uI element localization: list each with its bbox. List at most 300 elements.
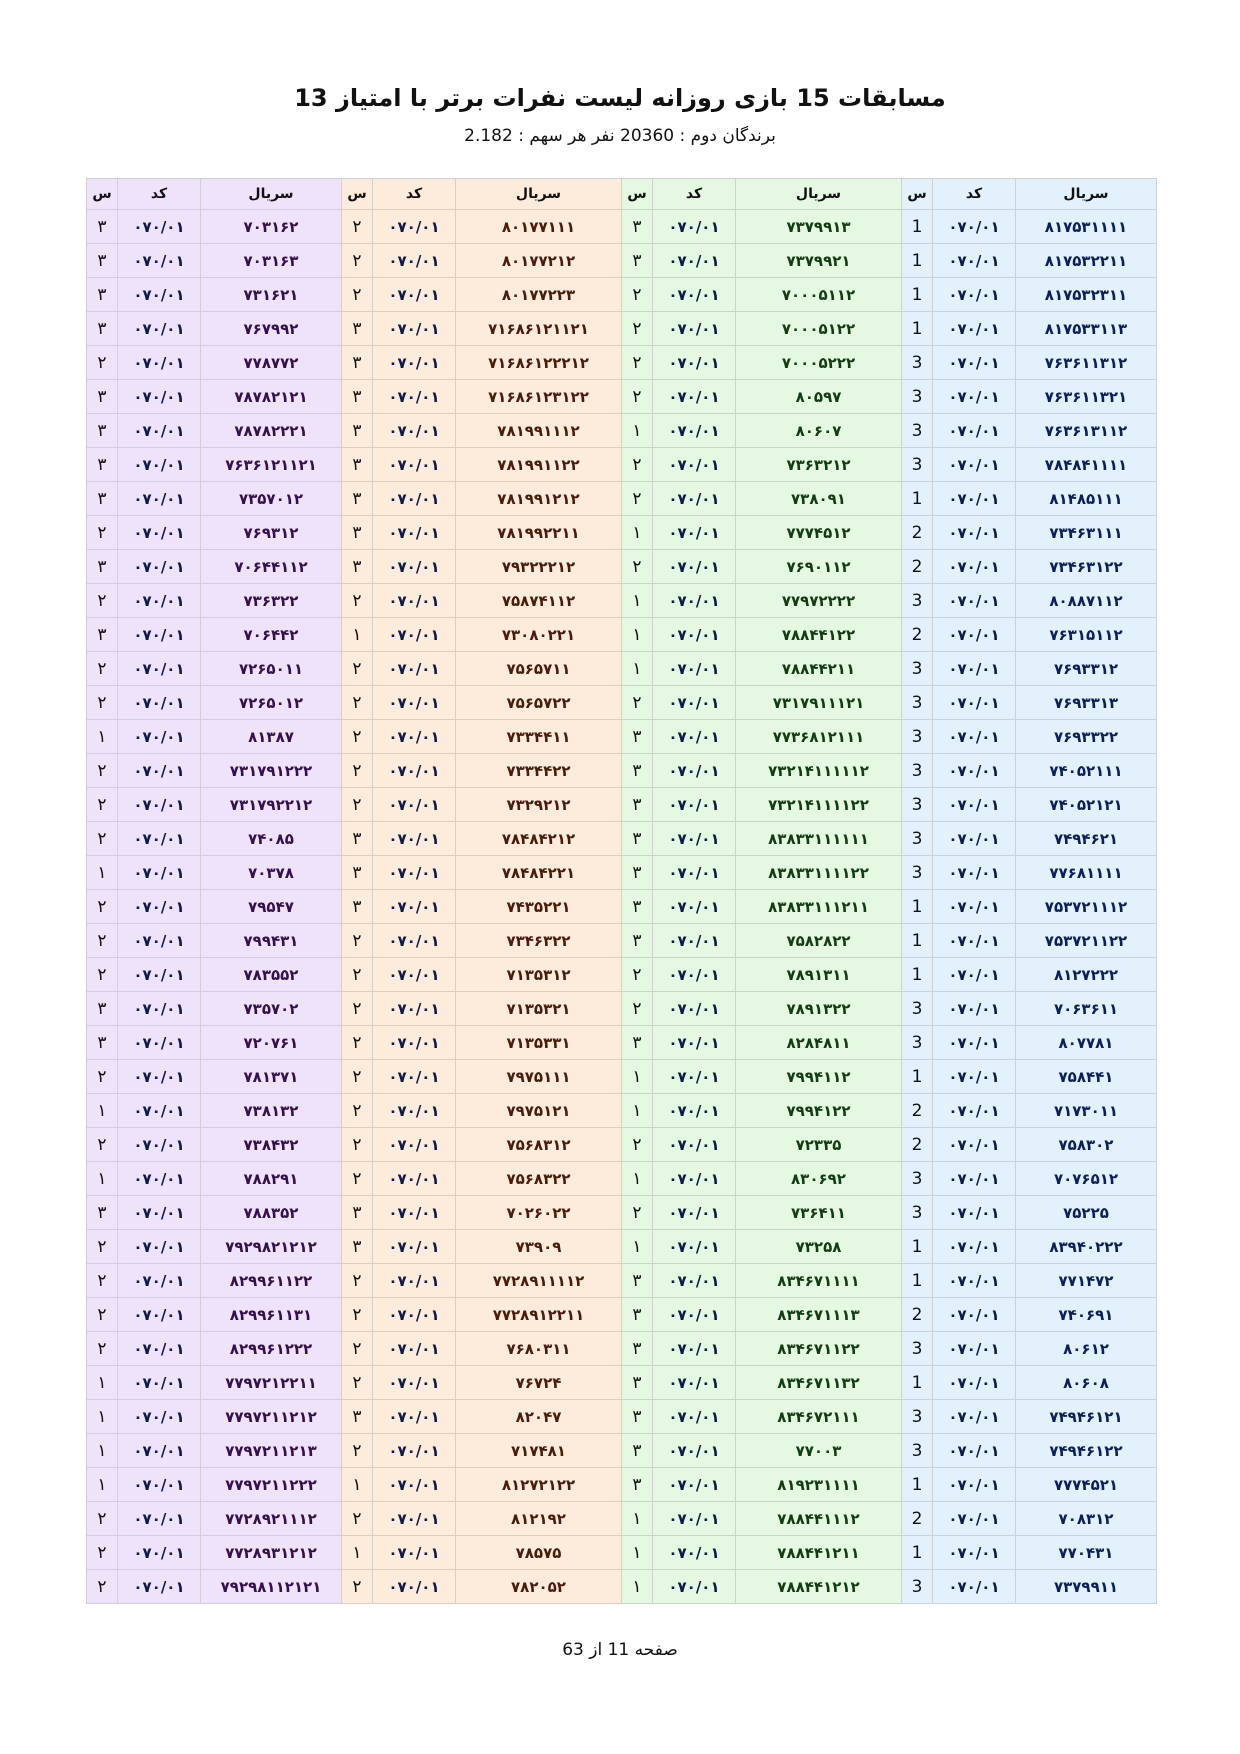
s-cell: ۲ — [87, 754, 118, 788]
s-cell: ۲ — [342, 1570, 373, 1604]
serial-cell: ۷۷۰۴۳۱ — [1016, 1536, 1157, 1570]
s-cell: 3 — [902, 584, 933, 618]
code-cell: ۰۷۰/۰۱ — [933, 414, 1016, 448]
s-cell: 3 — [902, 448, 933, 482]
s-cell: ۲ — [622, 1196, 653, 1230]
code-cell: ۰۷۰/۰۱ — [118, 210, 201, 244]
serial-cell: ۷۰۰۰۵۲۲۲ — [736, 346, 902, 380]
s-cell: ۳ — [87, 1026, 118, 1060]
s-cell: 1 — [902, 1468, 933, 1502]
code-cell: ۰۷۰/۰۱ — [118, 1434, 201, 1468]
code-cell: ۰۷۰/۰۱ — [373, 1570, 456, 1604]
table-row — [87, 720, 1157, 754]
serial-cell: ۷۳۷۹۹۱۱ — [1016, 1570, 1157, 1604]
code-cell: ۰۷۰/۰۱ — [653, 550, 736, 584]
code-cell: ۰۷۰/۰۱ — [653, 924, 736, 958]
code-cell: ۰۷۰/۰۱ — [118, 414, 201, 448]
table-row — [87, 822, 1157, 856]
s-cell: ۲ — [622, 958, 653, 992]
s-cell: 3 — [902, 822, 933, 856]
s-cell: ۱ — [342, 1536, 373, 1570]
serial-cell: ۷۸۴۸۴۱۱۱۱ — [1016, 448, 1157, 482]
code-cell: ۰۷۰/۰۱ — [373, 1264, 456, 1298]
s-cell: 1 — [902, 278, 933, 312]
serial-cell: ۷۶۳۶۱۱۳۱۲ — [1016, 346, 1157, 380]
code-cell: ۰۷۰/۰۱ — [373, 1434, 456, 1468]
serial-cell: ۷۰۰۰۵۱۱۲ — [736, 278, 902, 312]
table-row — [87, 550, 1157, 584]
code-cell: ۰۷۰/۰۱ — [373, 992, 456, 1026]
table-row — [87, 210, 1157, 244]
table-row — [87, 618, 1157, 652]
s-cell: ۲ — [342, 754, 373, 788]
code-cell: ۰۷۰/۰۱ — [373, 822, 456, 856]
page-subtitle: برندگان دوم : 20360 نفر هر سهم : 2.182 — [464, 126, 776, 146]
serial-cell: ۸۱۷۵۳۲۳۱۱ — [1016, 278, 1157, 312]
s-cell: 1 — [902, 312, 933, 346]
code-cell: ۰۷۰/۰۱ — [933, 754, 1016, 788]
s-cell: ۱ — [87, 1366, 118, 1400]
serial-cell: ۷۶۹۳۱۲ — [201, 516, 342, 550]
s-cell: ۱ — [622, 584, 653, 618]
page-title: مسابقات 15 بازی روزانه لیست نفرات برتر با امتیاز 13 — [294, 84, 946, 112]
code-cell: ۰۷۰/۰۱ — [653, 686, 736, 720]
s-cell: ۲ — [87, 890, 118, 924]
header-code: کد — [118, 179, 201, 210]
s-cell: ۲ — [87, 1264, 118, 1298]
serial-cell: ۷۰۶۳۶۱۱ — [1016, 992, 1157, 1026]
s-cell: ۳ — [622, 822, 653, 856]
s-cell: 3 — [902, 686, 933, 720]
serial-cell: ۷۸۲۰۵۲ — [456, 1570, 622, 1604]
s-cell: ۲ — [87, 1230, 118, 1264]
s-cell: ۳ — [622, 1468, 653, 1502]
s-cell: ۲ — [342, 244, 373, 278]
s-cell: ۳ — [342, 482, 373, 516]
serial-cell: ۸۰۱۷۷۲۱۲ — [456, 244, 622, 278]
serial-cell: ۷۵۳۷۲۱۱۱۲ — [1016, 890, 1157, 924]
serial-cell: ۷۷۶۸۱۱۱۱ — [1016, 856, 1157, 890]
code-cell: ۰۷۰/۰۱ — [933, 1094, 1016, 1128]
s-cell: ۳ — [342, 550, 373, 584]
serial-cell: ۷۰۷۶۵۱۲ — [1016, 1162, 1157, 1196]
s-cell: ۲ — [622, 312, 653, 346]
s-cell: ۲ — [622, 346, 653, 380]
s-cell: ۳ — [622, 1026, 653, 1060]
code-cell: ۰۷۰/۰۱ — [933, 822, 1016, 856]
serial-cell: ۷۸۷۸۲۲۲۱ — [201, 414, 342, 448]
code-cell: ۰۷۰/۰۱ — [933, 788, 1016, 822]
s-cell: ۳ — [622, 856, 653, 890]
code-cell: ۰۷۰/۰۱ — [933, 1128, 1016, 1162]
serial-cell: ۷۷۷۴۵۲۱ — [1016, 1468, 1157, 1502]
table-row — [87, 1196, 1157, 1230]
code-cell: ۰۷۰/۰۱ — [118, 1570, 201, 1604]
code-cell: ۰۷۰/۰۱ — [118, 1026, 201, 1060]
table-row — [87, 890, 1157, 924]
s-cell: ۳ — [342, 346, 373, 380]
serial-cell: ۷۷۰۰۳ — [736, 1434, 902, 1468]
code-cell: ۰۷۰/۰۱ — [373, 890, 456, 924]
s-cell: 1 — [902, 1060, 933, 1094]
code-cell: ۰۷۰/۰۱ — [653, 1094, 736, 1128]
table-row — [87, 1162, 1157, 1196]
s-cell: ۲ — [342, 584, 373, 618]
s-cell: ۲ — [342, 788, 373, 822]
header-code: کد — [653, 179, 736, 210]
code-cell: ۰۷۰/۰۱ — [933, 244, 1016, 278]
serial-cell: ۸۳۸۳۳۱۱۱۱۲۲ — [736, 856, 902, 890]
serial-cell: ۷۱۳۵۳۱۲ — [456, 958, 622, 992]
table-row — [87, 992, 1157, 1026]
s-cell: 1 — [902, 1536, 933, 1570]
s-cell: ۱ — [622, 1094, 653, 1128]
serial-cell: ۷۳۱۷۹۱۲۲۲ — [201, 754, 342, 788]
s-cell: ۲ — [342, 1264, 373, 1298]
code-cell: ۰۷۰/۰۱ — [933, 584, 1016, 618]
s-cell: ۳ — [622, 244, 653, 278]
table-row — [87, 856, 1157, 890]
serial-cell: ۷۸۱۹۹۱۱۲۲ — [456, 448, 622, 482]
code-cell: ۰۷۰/۰۱ — [373, 278, 456, 312]
s-cell: ۲ — [87, 1570, 118, 1604]
s-cell: ۲ — [87, 652, 118, 686]
serial-cell: ۷۶۳۱۵۱۱۲ — [1016, 618, 1157, 652]
code-cell: ۰۷۰/۰۱ — [118, 1468, 201, 1502]
table-row — [87, 1570, 1157, 1604]
serial-cell: ۷۳۰۸۰۲۲۱ — [456, 618, 622, 652]
code-cell: ۰۷۰/۰۱ — [373, 924, 456, 958]
winners-table — [86, 178, 1157, 1604]
s-cell: 1 — [902, 958, 933, 992]
table-row — [87, 1264, 1157, 1298]
serial-cell: ۷۳۶۳۲۱۲ — [736, 448, 902, 482]
code-cell: ۰۷۰/۰۱ — [653, 1162, 736, 1196]
serial-cell: ۷۳۴۶۳۱۲۲ — [1016, 550, 1157, 584]
serial-cell: ۷۷۹۷۲۱۲۲۱۱ — [201, 1366, 342, 1400]
code-cell: ۰۷۰/۰۱ — [118, 1536, 201, 1570]
s-cell: ۱ — [622, 1502, 653, 1536]
serial-cell: ۷۱۶۸۶۱۲۳۱۲۲ — [456, 380, 622, 414]
code-cell: ۰۷۰/۰۱ — [933, 1026, 1016, 1060]
code-cell: ۰۷۰/۰۱ — [653, 210, 736, 244]
code-cell: ۰۷۰/۰۱ — [118, 1298, 201, 1332]
code-cell: ۰۷۰/۰۱ — [653, 346, 736, 380]
serial-cell: ۷۵۶۵۷۱۱ — [456, 652, 622, 686]
code-cell: ۰۷۰/۰۱ — [653, 822, 736, 856]
code-cell: ۰۷۰/۰۱ — [933, 618, 1016, 652]
s-cell: 3 — [902, 1196, 933, 1230]
s-cell: ۱ — [622, 1230, 653, 1264]
serial-cell: ۷۳۳۴۴۱۱ — [456, 720, 622, 754]
code-cell: ۰۷۰/۰۱ — [373, 210, 456, 244]
code-cell: ۰۷۰/۰۱ — [653, 448, 736, 482]
serial-cell: ۸۲۹۹۶۱۱۳۱ — [201, 1298, 342, 1332]
serial-cell: ۸۳۴۶۷۱۱۲۲ — [736, 1332, 902, 1366]
code-cell: ۰۷۰/۰۱ — [653, 890, 736, 924]
s-cell: ۳ — [342, 380, 373, 414]
serial-cell: ۷۷۹۷۲۱۱۲۱۲ — [201, 1400, 342, 1434]
serial-cell: ۷۷۹۷۲۱۱۲۲۲ — [201, 1468, 342, 1502]
serial-cell: ۷۹۷۵۱۱۱ — [456, 1060, 622, 1094]
s-cell: ۳ — [622, 1434, 653, 1468]
serial-cell: ۷۰۳۷۸ — [201, 856, 342, 890]
serial-cell: ۷۵۶۵۷۲۲ — [456, 686, 622, 720]
s-cell: ۳ — [622, 890, 653, 924]
table-row — [87, 584, 1157, 618]
serial-cell: ۸۲۹۹۶۱۲۲۲ — [201, 1332, 342, 1366]
s-cell: ۲ — [342, 1026, 373, 1060]
s-cell: ۱ — [87, 1468, 118, 1502]
serial-cell: ۷۳۶۴۱۱ — [736, 1196, 902, 1230]
serial-cell: ۷۸۸۲۹۱ — [201, 1162, 342, 1196]
s-cell: 1 — [902, 890, 933, 924]
serial-cell: ۷۴۰۵۲۱۱۱ — [1016, 754, 1157, 788]
code-cell: ۰۷۰/۰۱ — [118, 1060, 201, 1094]
code-cell: ۰۷۰/۰۱ — [933, 1400, 1016, 1434]
code-cell: ۰۷۰/۰۱ — [373, 1196, 456, 1230]
s-cell: ۲ — [87, 788, 118, 822]
serial-cell: ۷۴۹۴۶۱۲۲ — [1016, 1434, 1157, 1468]
s-cell: ۲ — [87, 1536, 118, 1570]
serial-cell: ۸۳۸۳۳۱۱۱۲۱۱ — [736, 890, 902, 924]
serial-cell: ۷۶۳۶۱۱۳۲۱ — [1016, 380, 1157, 414]
s-cell: ۲ — [342, 1434, 373, 1468]
code-cell: ۰۷۰/۰۱ — [933, 890, 1016, 924]
s-cell: ۱ — [342, 1468, 373, 1502]
serial-cell: ۷۳۸۴۳۲ — [201, 1128, 342, 1162]
s-cell: ۳ — [342, 822, 373, 856]
serial-cell: ۷۲۰۷۶۱ — [201, 1026, 342, 1060]
serial-cell: ۸۰۷۷۸۱ — [1016, 1026, 1157, 1060]
table-row — [87, 1094, 1157, 1128]
code-cell: ۰۷۰/۰۱ — [653, 1468, 736, 1502]
serial-cell: ۷۳۱۷۹۱۱۱۲۱ — [736, 686, 902, 720]
s-cell: 3 — [902, 652, 933, 686]
s-cell: ۳ — [622, 720, 653, 754]
serial-cell: ۷۱۷۳۰۱۱ — [1016, 1094, 1157, 1128]
code-cell: ۰۷۰/۰۱ — [653, 312, 736, 346]
code-cell: ۰۷۰/۰۱ — [933, 482, 1016, 516]
serial-cell: ۸۲۸۴۸۱۱ — [736, 1026, 902, 1060]
header-code: کد — [933, 179, 1016, 210]
s-cell: ۲ — [87, 924, 118, 958]
code-cell: ۰۷۰/۰۱ — [653, 1434, 736, 1468]
code-cell: ۰۷۰/۰۱ — [118, 1332, 201, 1366]
serial-cell: ۷۴۰۵۲۱۲۱ — [1016, 788, 1157, 822]
code-cell: ۰۷۰/۰۱ — [373, 380, 456, 414]
s-cell: ۳ — [342, 1400, 373, 1434]
code-cell: ۰۷۰/۰۱ — [933, 380, 1016, 414]
code-cell: ۰۷۰/۰۱ — [933, 686, 1016, 720]
serial-cell: ۷۶۷۲۴ — [456, 1366, 622, 1400]
s-cell: 1 — [902, 244, 933, 278]
serial-cell: ۸۱۷۵۳۲۲۱۱ — [1016, 244, 1157, 278]
s-cell: ۳ — [342, 516, 373, 550]
table-row — [87, 312, 1157, 346]
s-cell: ۳ — [87, 312, 118, 346]
table-row — [87, 686, 1157, 720]
s-cell: 1 — [902, 482, 933, 516]
s-cell: 2 — [902, 1094, 933, 1128]
code-cell: ۰۷۰/۰۱ — [118, 618, 201, 652]
s-cell: ۱ — [622, 516, 653, 550]
s-cell: ۲ — [342, 924, 373, 958]
s-cell: ۲ — [342, 1502, 373, 1536]
code-cell: ۰۷۰/۰۱ — [373, 686, 456, 720]
code-cell: ۰۷۰/۰۱ — [933, 1264, 1016, 1298]
table-row — [87, 652, 1157, 686]
serial-cell: ۸۰۶۰۸ — [1016, 1366, 1157, 1400]
table-row — [87, 1502, 1157, 1536]
s-cell: 2 — [902, 1298, 933, 1332]
code-cell: ۰۷۰/۰۱ — [653, 788, 736, 822]
s-cell: ۲ — [342, 1298, 373, 1332]
table-row — [87, 448, 1157, 482]
s-cell: ۳ — [622, 788, 653, 822]
serial-cell: ۷۸۱۹۹۲۲۱۱ — [456, 516, 622, 550]
code-cell: ۰۷۰/۰۱ — [653, 1366, 736, 1400]
code-cell: ۰۷۰/۰۱ — [373, 1366, 456, 1400]
table-row — [87, 1468, 1157, 1502]
page-number: صفحه 11 از 63 — [562, 1640, 678, 1660]
serial-cell: ۸۱۷۵۳۱۱۱۱ — [1016, 210, 1157, 244]
code-cell: ۰۷۰/۰۱ — [653, 618, 736, 652]
serial-cell: ۷۵۸۴۴۱ — [1016, 1060, 1157, 1094]
code-cell: ۰۷۰/۰۱ — [933, 958, 1016, 992]
s-cell: ۲ — [342, 210, 373, 244]
code-cell: ۰۷۰/۰۱ — [933, 278, 1016, 312]
s-cell: ۲ — [87, 1060, 118, 1094]
serial-cell: ۷۷۹۷۲۲۲۲ — [736, 584, 902, 618]
code-cell: ۰۷۰/۰۱ — [933, 1502, 1016, 1536]
serial-cell: ۷۷۳۶۸۱۲۱۱۱ — [736, 720, 902, 754]
serial-cell: ۷۳۷۹۹۲۱ — [736, 244, 902, 278]
serial-cell: ۷۱۷۴۸۱ — [456, 1434, 622, 1468]
s-cell: ۳ — [622, 1366, 653, 1400]
serial-cell: ۷۷۸۷۷۲ — [201, 346, 342, 380]
code-cell: ۰۷۰/۰۱ — [653, 1128, 736, 1162]
s-cell: 2 — [902, 1128, 933, 1162]
serial-cell: ۷۳۵۷۰۲ — [201, 992, 342, 1026]
code-cell: ۰۷۰/۰۱ — [653, 584, 736, 618]
header-s: س — [342, 179, 373, 210]
code-cell: ۰۷۰/۰۱ — [373, 754, 456, 788]
s-cell: ۳ — [87, 244, 118, 278]
serial-cell: ۷۷۲۸۹۲۱۱۱۲ — [201, 1502, 342, 1536]
code-cell: ۰۷۰/۰۱ — [118, 278, 201, 312]
code-cell: ۰۷۰/۰۱ — [933, 1570, 1016, 1604]
serial-cell: ۷۰۳۱۶۲ — [201, 210, 342, 244]
s-cell: 3 — [902, 414, 933, 448]
serial-cell: ۷۶۷۹۹۲ — [201, 312, 342, 346]
code-cell: ۰۷۰/۰۱ — [653, 1502, 736, 1536]
code-cell: ۰۷۰/۰۱ — [653, 856, 736, 890]
s-cell: ۳ — [342, 414, 373, 448]
code-cell: ۰۷۰/۰۱ — [373, 550, 456, 584]
code-cell: ۰۷۰/۰۱ — [373, 1400, 456, 1434]
s-cell: ۲ — [87, 1128, 118, 1162]
table-row — [87, 346, 1157, 380]
serial-cell: ۷۶۳۶۱۲۱۱۲۱ — [201, 448, 342, 482]
serial-cell: ۷۶۹۰۱۱۲ — [736, 550, 902, 584]
header-serial: سریال — [456, 179, 622, 210]
code-cell: ۰۷۰/۰۱ — [933, 1060, 1016, 1094]
serial-cell: ۷۸۱۹۹۱۲۱۲ — [456, 482, 622, 516]
s-cell: ۲ — [342, 278, 373, 312]
code-cell: ۰۷۰/۰۱ — [653, 414, 736, 448]
serial-cell: ۷۸۹۱۳۲۲ — [736, 992, 902, 1026]
s-cell: ۱ — [622, 652, 653, 686]
s-cell: ۲ — [87, 346, 118, 380]
s-cell: ۲ — [622, 1128, 653, 1162]
serial-cell: ۷۸۴۸۴۲۲۱ — [456, 856, 622, 890]
s-cell: ۳ — [342, 448, 373, 482]
code-cell: ۰۷۰/۰۱ — [118, 788, 201, 822]
serial-cell: ۷۵۶۸۳۱۲ — [456, 1128, 622, 1162]
serial-cell: ۷۳۱۶۲۱ — [201, 278, 342, 312]
serial-cell: ۷۸۷۸۲۱۲۱ — [201, 380, 342, 414]
code-cell: ۰۷۰/۰۱ — [118, 1196, 201, 1230]
code-cell: ۰۷۰/۰۱ — [373, 584, 456, 618]
code-cell: ۰۷۰/۰۱ — [653, 992, 736, 1026]
code-cell: ۰۷۰/۰۱ — [373, 618, 456, 652]
serial-cell: ۷۸۱۳۷۱ — [201, 1060, 342, 1094]
s-cell: ۲ — [87, 822, 118, 856]
serial-cell: ۷۸۸۴۴۲۱۱ — [736, 652, 902, 686]
table-row — [87, 924, 1157, 958]
code-cell: ۰۷۰/۰۱ — [933, 1536, 1016, 1570]
serial-cell: ۷۸۸۴۴۱۲۲ — [736, 618, 902, 652]
s-cell: ۳ — [622, 1332, 653, 1366]
s-cell: ۱ — [622, 1060, 653, 1094]
s-cell: 3 — [902, 1026, 933, 1060]
s-cell: 3 — [902, 720, 933, 754]
s-cell: ۳ — [342, 312, 373, 346]
serial-cell: ۷۷۱۴۷۲ — [1016, 1264, 1157, 1298]
s-cell: ۳ — [87, 618, 118, 652]
serial-cell: ۷۰۰۰۵۱۲۲ — [736, 312, 902, 346]
s-cell: ۳ — [622, 1264, 653, 1298]
serial-cell: ۷۹۷۵۱۲۱ — [456, 1094, 622, 1128]
code-cell: ۰۷۰/۰۱ — [653, 1026, 736, 1060]
s-cell: ۲ — [342, 958, 373, 992]
serial-cell: ۷۵۳۷۲۱۱۲۲ — [1016, 924, 1157, 958]
s-cell: ۲ — [342, 652, 373, 686]
s-cell: 2 — [902, 618, 933, 652]
s-cell: 3 — [902, 788, 933, 822]
table-row — [87, 482, 1157, 516]
code-cell: ۰۷۰/۰۱ — [933, 1468, 1016, 1502]
header-s: س — [87, 179, 118, 210]
serial-cell: ۷۳۵۷۰۱۲ — [201, 482, 342, 516]
table-row — [87, 244, 1157, 278]
serial-cell: ۷۳۹۰۹ — [456, 1230, 622, 1264]
serial-cell: ۸۱۲۷۲۲۲ — [1016, 958, 1157, 992]
serial-cell: ۷۰۲۶۰۲۲ — [456, 1196, 622, 1230]
s-cell: ۱ — [622, 1162, 653, 1196]
s-cell: ۳ — [87, 1196, 118, 1230]
code-cell: ۰۷۰/۰۱ — [653, 1264, 736, 1298]
code-cell: ۰۷۰/۰۱ — [118, 1128, 201, 1162]
s-cell: ۱ — [622, 1570, 653, 1604]
code-cell: ۰۷۰/۰۱ — [373, 720, 456, 754]
table-row — [87, 754, 1157, 788]
s-cell: ۳ — [622, 1400, 653, 1434]
serial-cell: ۷۳۴۶۳۲۲ — [456, 924, 622, 958]
s-cell: ۱ — [87, 720, 118, 754]
table-row — [87, 1128, 1157, 1162]
